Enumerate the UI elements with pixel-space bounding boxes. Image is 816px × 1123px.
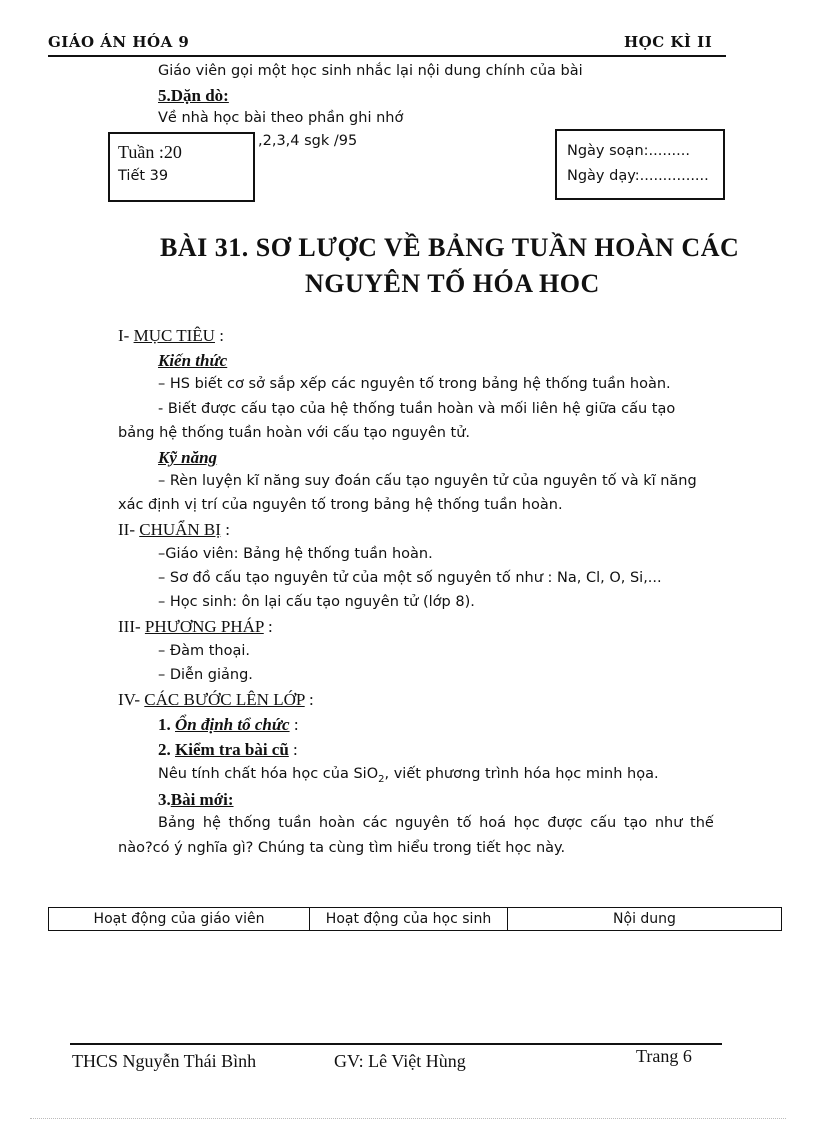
skills-label: Kỹ năng [158,448,218,467]
section-objectives-heading [118,326,224,346]
section-steps-heading [118,690,314,710]
step-new-lesson [158,790,234,810]
week-box [108,132,255,202]
section-number: III- [118,617,145,636]
review-question [158,766,659,785]
knowledge-item: – HS biết cơ sở sắp xếp các nguyên tố trong bảng hệ thống tuần hoàn. [158,376,671,392]
activity-table [48,907,782,931]
lesson-title-line1: BÀI 31. SƠ LƯỢC VỀ BẢNG TUẦN HOÀN CÁC [160,233,740,262]
date-taught: Ngày dạy:............... [567,168,709,184]
step-number: 1. [158,715,175,734]
section-title: PHƯƠNG PHÁP [144,617,264,636]
section-number: II- [118,520,140,539]
week-label: Tuần :20 [118,142,182,162]
skills-item-cont: xác định vị trí của nguyên tố trong bảng hệ thống tuần hoàn. [118,497,563,513]
subscript: 2 [378,773,385,785]
preparation-item: –Giáo viên: Bảng hệ thống tuần hoàn. [158,546,433,562]
step-review [158,740,298,760]
table-header-cell: Hoạt động của giáo viên [49,908,310,931]
knowledge-label: Kiến thức [158,351,228,370]
wrapup-line: Giáo viên gọi một học sinh nhắc lại nội dung chính của bài [158,63,583,79]
footer-page-number: Trang 6 [636,1046,692,1066]
date-prepared: Ngày soạn:......... [567,143,690,159]
intro-line-cont: nào?có ý nghĩa gì? Chúng ta cùng tìm hiểu trong tiết học này. [118,840,566,856]
step-number: 2. [158,740,175,759]
skills-item: – Rèn luyện kĩ năng suy đoán cấu tạo nguyên tử của nguyên tố và kĩ năng [158,473,697,489]
preparation-item: – Học sinh: ôn lại cấu tạo nguyên tử (lớp 8). [158,594,475,610]
lesson-title-line2: NGUYÊN TỐ HÓA HOC [305,269,600,298]
intro-line: Bảng hệ thống tuần hoàn các nguyên tố hoá học được cấu tạo như thế [158,815,714,831]
page-bottom-edge [30,1118,786,1119]
step-organize [158,715,299,735]
section-number: I- [118,326,134,345]
preparation-item: – Sơ đồ cấu tạo nguyên tử của một số nguyên tố như : Na, Cl, O, Si,... [158,570,662,586]
footer-rule [70,1043,722,1045]
section-methods-heading [118,617,273,637]
section-title: CHUẨN BỊ [139,520,221,539]
knowledge-item-cont: bảng hệ thống tuần hoàn với cấu tạo nguyên tử. [118,425,471,441]
section-preparation-heading [118,520,230,540]
review-question-text: Nêu tính chất hóa học của SiO [158,766,379,782]
knowledge-item: - Biết được cấu tạo của hệ thống tuần hoàn và mối liên hệ giữa cấu tạo [158,401,676,417]
section-colon: : [214,326,224,345]
homework-line: Về nhà học bài theo phần ghi nhớ [158,110,404,126]
review-question-text: , viết phương trình hóa học minh họa. [384,766,659,782]
table-header-row [49,908,782,931]
step-title: Kiểm tra bài cũ [175,740,289,759]
section-number: IV- [118,690,145,709]
header-right: HỌC KÌ II [624,33,713,51]
section-title: CÁC BƯỚC LÊN LỚP [144,690,305,709]
step-colon: : [289,715,299,734]
method-item: – Diễn giảng. [158,667,253,683]
footer-school: THCS Nguyễn Thái Bình [72,1051,257,1071]
step-number: 3. [158,790,171,809]
date-box [555,129,725,200]
method-item: – Đàm thoại. [158,643,250,659]
footer-teacher: GV: Lê Việt Hùng [334,1051,466,1071]
section-colon: : [263,617,273,636]
section-title: MỤC TIÊU [133,326,215,345]
table-header-cell: Hoạt động của học sinh [310,908,508,931]
step-title: Ổn định tổ chức [175,715,290,734]
homework-label: 5.Dặn dò: [158,86,229,105]
header-left: GIÁO ÁN HÓA 9 [48,33,190,51]
homework-exercises: ,2,3,4 sgk /95 [258,133,358,149]
section-colon: : [304,690,314,709]
step-colon: : [288,740,298,759]
step-title: Bài mới: [170,790,234,809]
section-colon: : [220,520,230,539]
table-header-cell: Nội dung [508,908,782,931]
period-label: Tiết 39 [118,168,169,184]
header-rule [48,55,726,57]
